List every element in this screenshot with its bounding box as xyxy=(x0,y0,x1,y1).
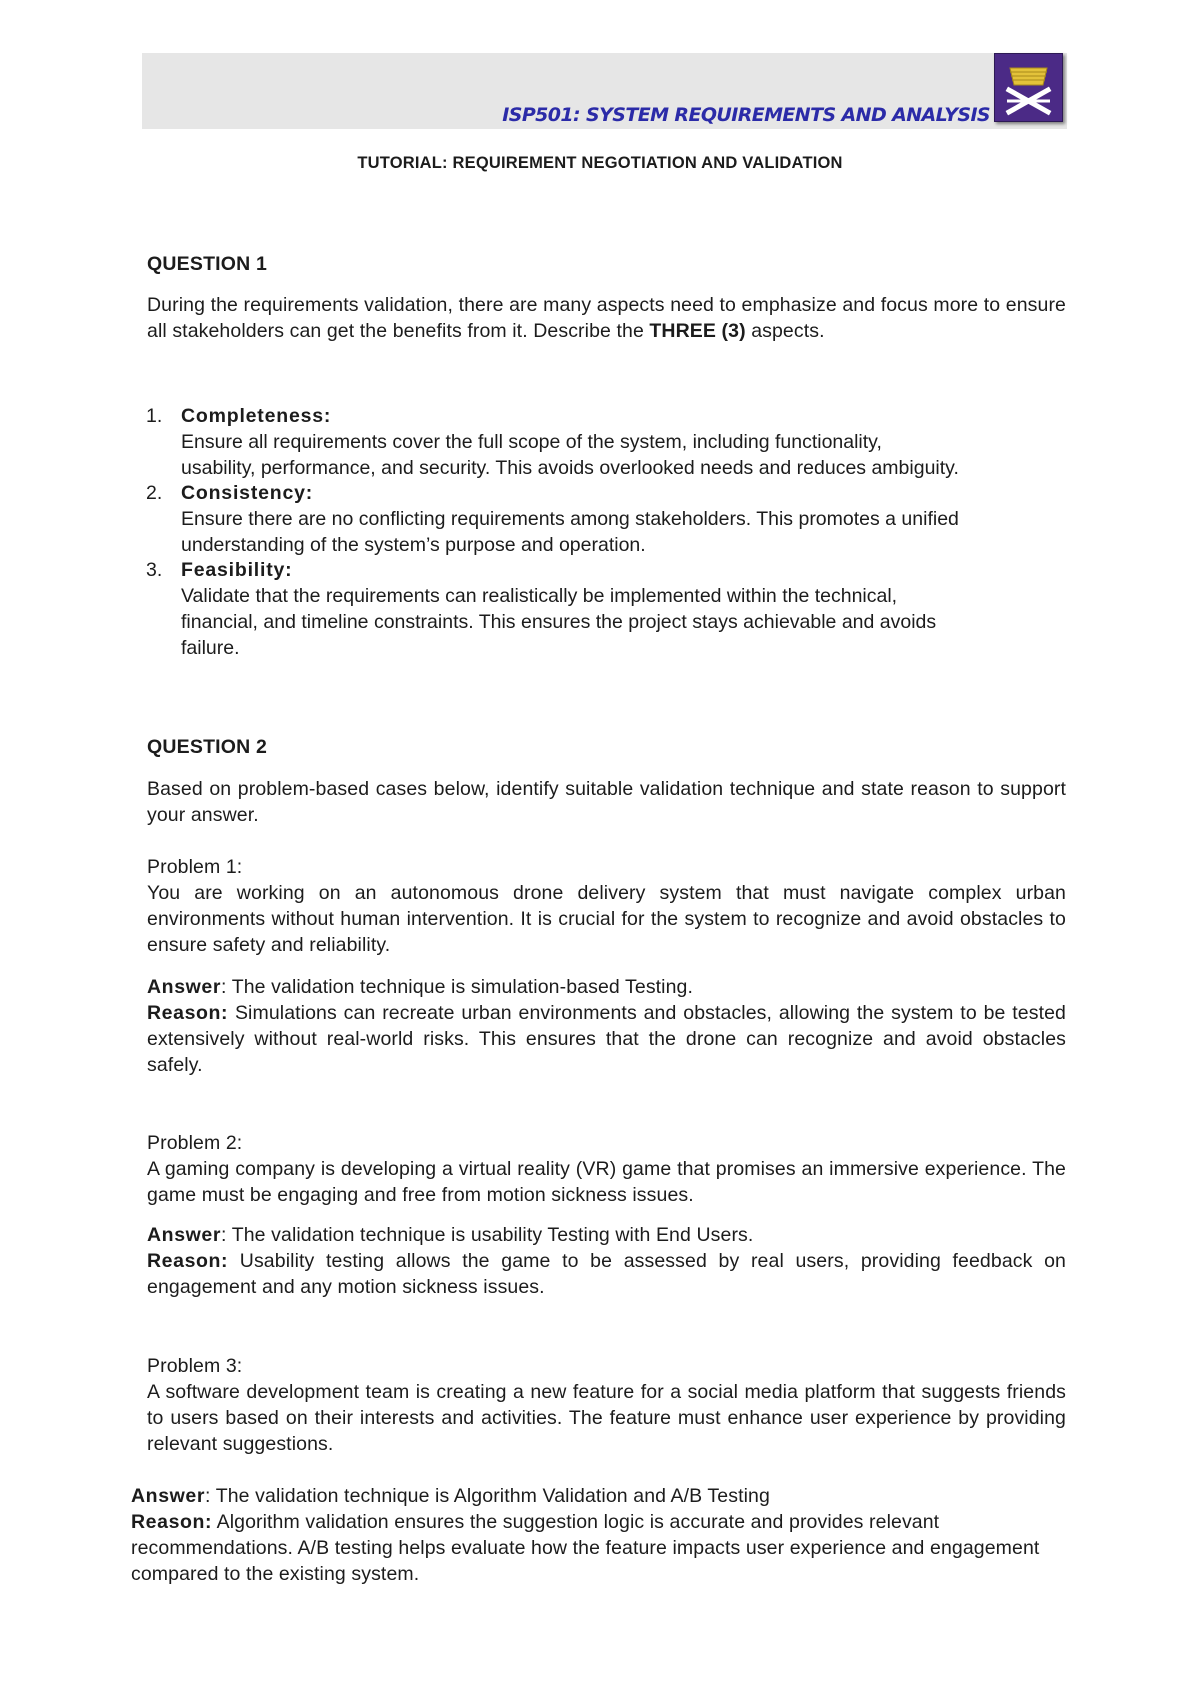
problem-label: Problem 2: xyxy=(147,1132,243,1154)
answer-line xyxy=(147,974,1066,1000)
list-item-title: Completeness: xyxy=(181,405,332,427)
answer-text: : The validation technique is usability Testing with End Users. xyxy=(221,1224,754,1246)
question-2-heading: QUESTION 2 xyxy=(147,736,268,758)
list-item-line: Ensure all requirements cover the full scope of the system, including functionality, xyxy=(181,431,882,453)
list-item-number: 2. xyxy=(146,482,163,504)
list-item-line: financial, and timeline constraints. This ensures the project stays achievable and avoids xyxy=(181,611,937,633)
reason-line xyxy=(147,1248,1066,1300)
problem-label: Problem 3: xyxy=(147,1355,243,1377)
list-item-number: 1. xyxy=(146,405,163,427)
reason-line xyxy=(147,1000,1066,1078)
problem-3-solution xyxy=(131,1483,1056,1587)
answer-label: Answer xyxy=(147,1224,222,1246)
list-item xyxy=(146,557,1096,659)
problem-description: A software development team is creating a new feature for a social media platform that suggests friends to users based on their interests and activities. The feature must enhance user experience by providing relevant suggestions. xyxy=(147,1381,1066,1455)
question-1-prompt-text: During the requirements validation, there are many aspects need to emphasize and focus more to ensure all stakeholders can get the benefits from it. Describe the xyxy=(147,294,1066,342)
reason-text: Usability testing allows the game to be assessed by real users, providing feedback on engagement and any motion sickness issues. xyxy=(147,1250,1066,1298)
problem-description: You are working on an autonomous drone delivery system that must navigate complex urban environments without human intervention. It is crucial for the system to recognize and avoid obstacles to ensure safety and reliability. xyxy=(147,882,1066,956)
question-2-prompt: Based on problem-based cases below, identify suitable validation technique and state reason to support your answer. xyxy=(147,778,1066,826)
problem-label: Problem 1: xyxy=(147,856,243,878)
problem-1-solution xyxy=(147,974,1066,1078)
list-item xyxy=(146,403,1096,479)
list-item-line: Ensure there are no conflicting requirements among stakeholders. This promotes a unified xyxy=(181,508,959,530)
answer-line xyxy=(131,1483,1056,1509)
header-band xyxy=(142,53,1067,129)
question-1-prompt-emphasis: THREE (3) xyxy=(649,320,746,342)
list-item-title: Feasibility: xyxy=(181,559,293,581)
question-1-heading: QUESTION 1 xyxy=(147,253,268,275)
course-title: ISP501: SYSTEM REQUIREMENTS AND ANALYSIS xyxy=(502,104,990,126)
list-item-number: 3. xyxy=(146,559,163,581)
problem-description: A gaming company is developing a virtual reality (VR) game that promises an immersive experience. The game must be engaging and free from motion sickness issues. xyxy=(147,1158,1066,1206)
answer-text: : The validation technique is Algorithm Validation and A/B Testing xyxy=(205,1485,770,1507)
answer-line xyxy=(147,1222,1066,1248)
list-item-line: understanding of the system’s purpose and operation. xyxy=(181,534,646,556)
problem-1 xyxy=(147,854,1066,958)
answer-text: : The validation technique is simulation-based Testing. xyxy=(221,976,694,998)
list-item-line: failure. xyxy=(181,637,240,659)
answer-label: Answer xyxy=(131,1485,206,1507)
list-item-line: usability, performance, and security. This avoids overlooked needs and reduces ambiguity. xyxy=(181,457,959,479)
reason-text: Algorithm validation ensures the suggestion logic is accurate and provides relevant recommendations. A/B testing helps evaluate how the feature impacts user experience and engagement compared to the existing system. xyxy=(131,1511,1040,1585)
tutorial-title: TUTORIAL: REQUIREMENT NEGOTIATION AND VALIDATION xyxy=(357,154,843,172)
reason-line xyxy=(131,1509,1056,1587)
problem-2-solution xyxy=(147,1222,1066,1300)
reason-label: Reason: xyxy=(147,1250,229,1272)
problem-3 xyxy=(147,1353,1066,1457)
question-1-prompt xyxy=(147,292,1066,344)
university-crest-icon xyxy=(994,53,1063,122)
reason-text: Simulations can recreate urban environments and obstacles, allowing the system to be tested extensively without real-world risks. This ensures that the drone can recognize and avoid obstacles safely. xyxy=(147,1002,1066,1076)
answer-label: Answer xyxy=(147,976,222,998)
problem-2 xyxy=(147,1130,1066,1208)
reason-label: Reason: xyxy=(147,1002,229,1024)
list-item-line: Validate that the requirements can realistically be implemented within the technical, xyxy=(181,585,898,607)
question-1-prompt-end: aspects. xyxy=(745,320,825,342)
list-item-title: Consistency: xyxy=(181,482,314,504)
reason-label: Reason: xyxy=(131,1511,213,1533)
list-item xyxy=(146,480,1096,556)
